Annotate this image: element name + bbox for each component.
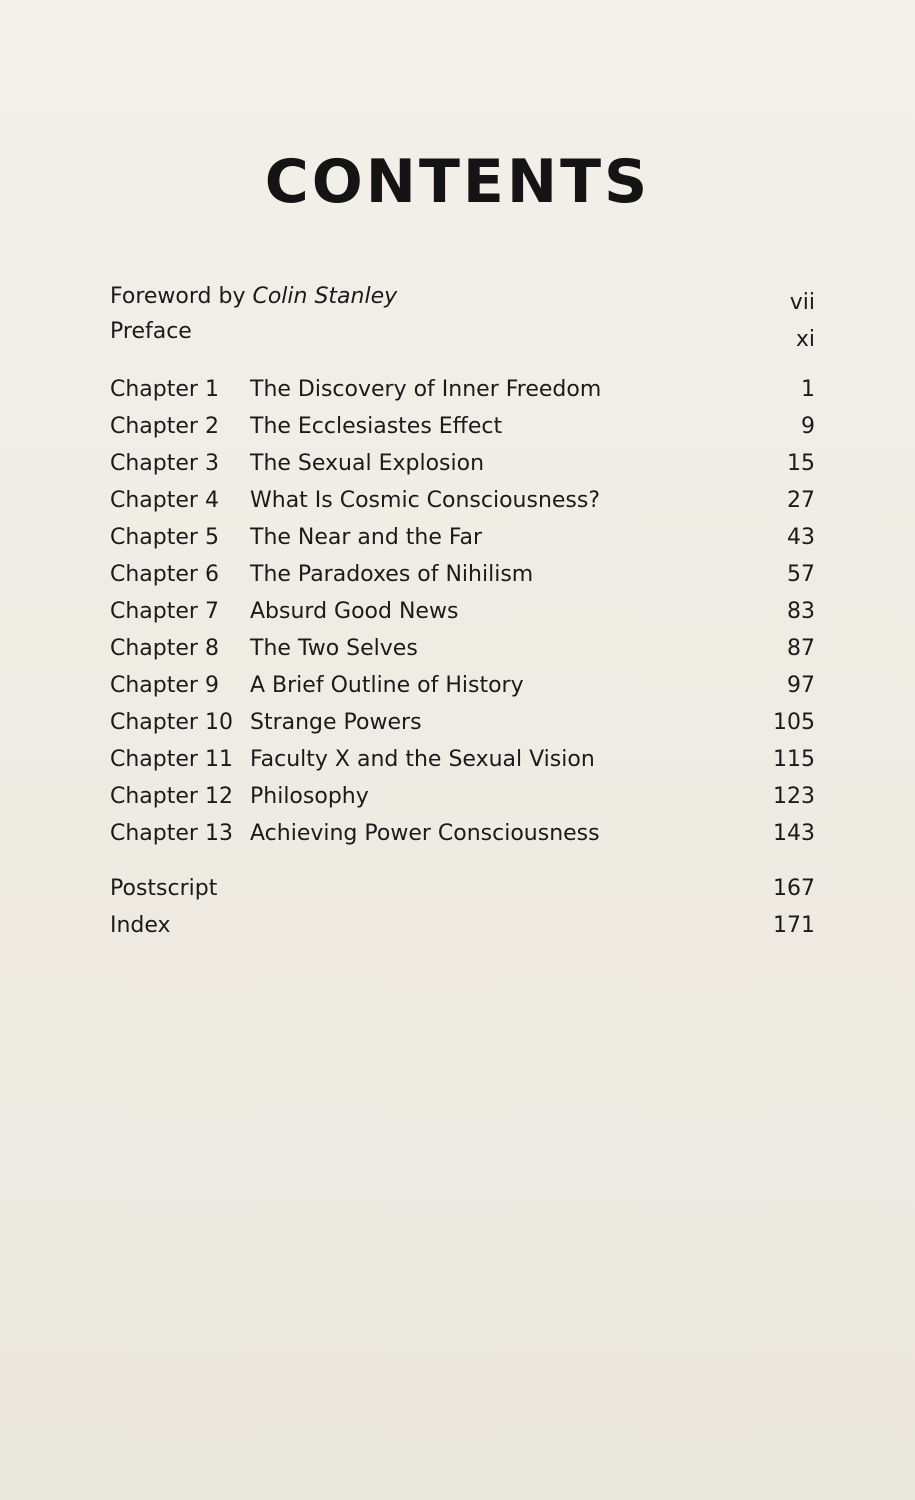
chapter-entry bbox=[0, 558, 915, 592]
chapter-number: Chapter 2 bbox=[110, 414, 219, 439]
foreword-entry bbox=[0, 280, 915, 314]
chapter-entry bbox=[0, 669, 915, 703]
chapter-title: The Discovery of Inner Freedom bbox=[250, 377, 602, 402]
chapter-title: Philosophy bbox=[250, 784, 369, 809]
chapter-entry bbox=[0, 706, 915, 740]
chapter-entry bbox=[0, 595, 915, 629]
page-number: 15 bbox=[787, 451, 815, 476]
index-label: Index bbox=[110, 913, 171, 938]
chapter-number: Chapter 5 bbox=[110, 525, 219, 550]
chapter-title: What Is Cosmic Consciousness? bbox=[250, 488, 601, 513]
page-number: 57 bbox=[787, 562, 815, 587]
chapter-entry bbox=[0, 632, 915, 666]
chapter-entry bbox=[0, 410, 915, 444]
chapter-entry bbox=[0, 521, 915, 555]
page-number: 9 bbox=[801, 414, 815, 439]
chapter-entry bbox=[0, 447, 915, 481]
foreword-label-text: Foreword by bbox=[110, 284, 253, 309]
page-number: 143 bbox=[773, 821, 815, 846]
chapter-number: Chapter 9 bbox=[110, 673, 219, 698]
chapter-title: The Ecclesiastes Effect bbox=[250, 414, 503, 439]
chapter-title: The Two Selves bbox=[250, 636, 418, 661]
page-number: 83 bbox=[787, 599, 815, 624]
page-number: xi bbox=[795, 327, 815, 352]
page-number: 105 bbox=[773, 710, 815, 735]
page-number: 27 bbox=[787, 488, 815, 513]
page-title: CONTENTS bbox=[264, 147, 651, 217]
chapter-number: Chapter 11 bbox=[110, 747, 233, 772]
chapter-number: Chapter 10 bbox=[110, 710, 233, 735]
foreword-label bbox=[110, 280, 397, 314]
preface-entry bbox=[0, 315, 915, 352]
page-number: vii bbox=[789, 290, 815, 315]
chapter-number: Chapter 6 bbox=[110, 562, 219, 587]
chapter-entry bbox=[0, 484, 915, 518]
chapter-number: Chapter 1 bbox=[110, 377, 219, 402]
page-number: 87 bbox=[787, 636, 815, 661]
chapter-entry bbox=[0, 780, 915, 814]
page-number: 115 bbox=[773, 747, 815, 772]
chapter-title: Faculty X and the Sexual Vision bbox=[250, 747, 595, 772]
chapter-title: A Brief Outline of History bbox=[250, 673, 524, 698]
foreword-author: Colin Stanley bbox=[252, 284, 398, 309]
postscript-label: Postscript bbox=[110, 876, 218, 901]
page-number: 171 bbox=[773, 913, 815, 938]
index-entry bbox=[0, 909, 915, 943]
chapter-number: Chapter 7 bbox=[110, 599, 219, 624]
page-number: 167 bbox=[773, 876, 815, 901]
chapter-number: Chapter 13 bbox=[110, 821, 233, 846]
chapter-number: Chapter 8 bbox=[110, 636, 219, 661]
chapter-title: Strange Powers bbox=[250, 710, 422, 735]
chapter-number: Chapter 12 bbox=[110, 784, 233, 809]
preface-label: Preface bbox=[110, 319, 192, 344]
chapter-title: Achieving Power Consciousness bbox=[250, 821, 600, 846]
chapter-title: The Near and the Far bbox=[250, 525, 483, 550]
page-number: 97 bbox=[787, 673, 815, 698]
chapter-number: Chapter 3 bbox=[110, 451, 219, 476]
page-number: 123 bbox=[773, 784, 815, 809]
chapter-entry bbox=[0, 373, 915, 407]
page-number: 43 bbox=[787, 525, 815, 550]
chapter-number: Chapter 4 bbox=[110, 488, 219, 513]
chapter-title: The Paradoxes of Nihilism bbox=[250, 562, 534, 587]
chapter-title: Absurd Good News bbox=[250, 599, 459, 624]
chapter-entry bbox=[0, 743, 915, 777]
chapter-entry bbox=[0, 817, 915, 851]
chapter-title: The Sexual Explosion bbox=[250, 451, 485, 476]
postscript-entry bbox=[0, 872, 915, 906]
page-number: 1 bbox=[801, 377, 815, 402]
